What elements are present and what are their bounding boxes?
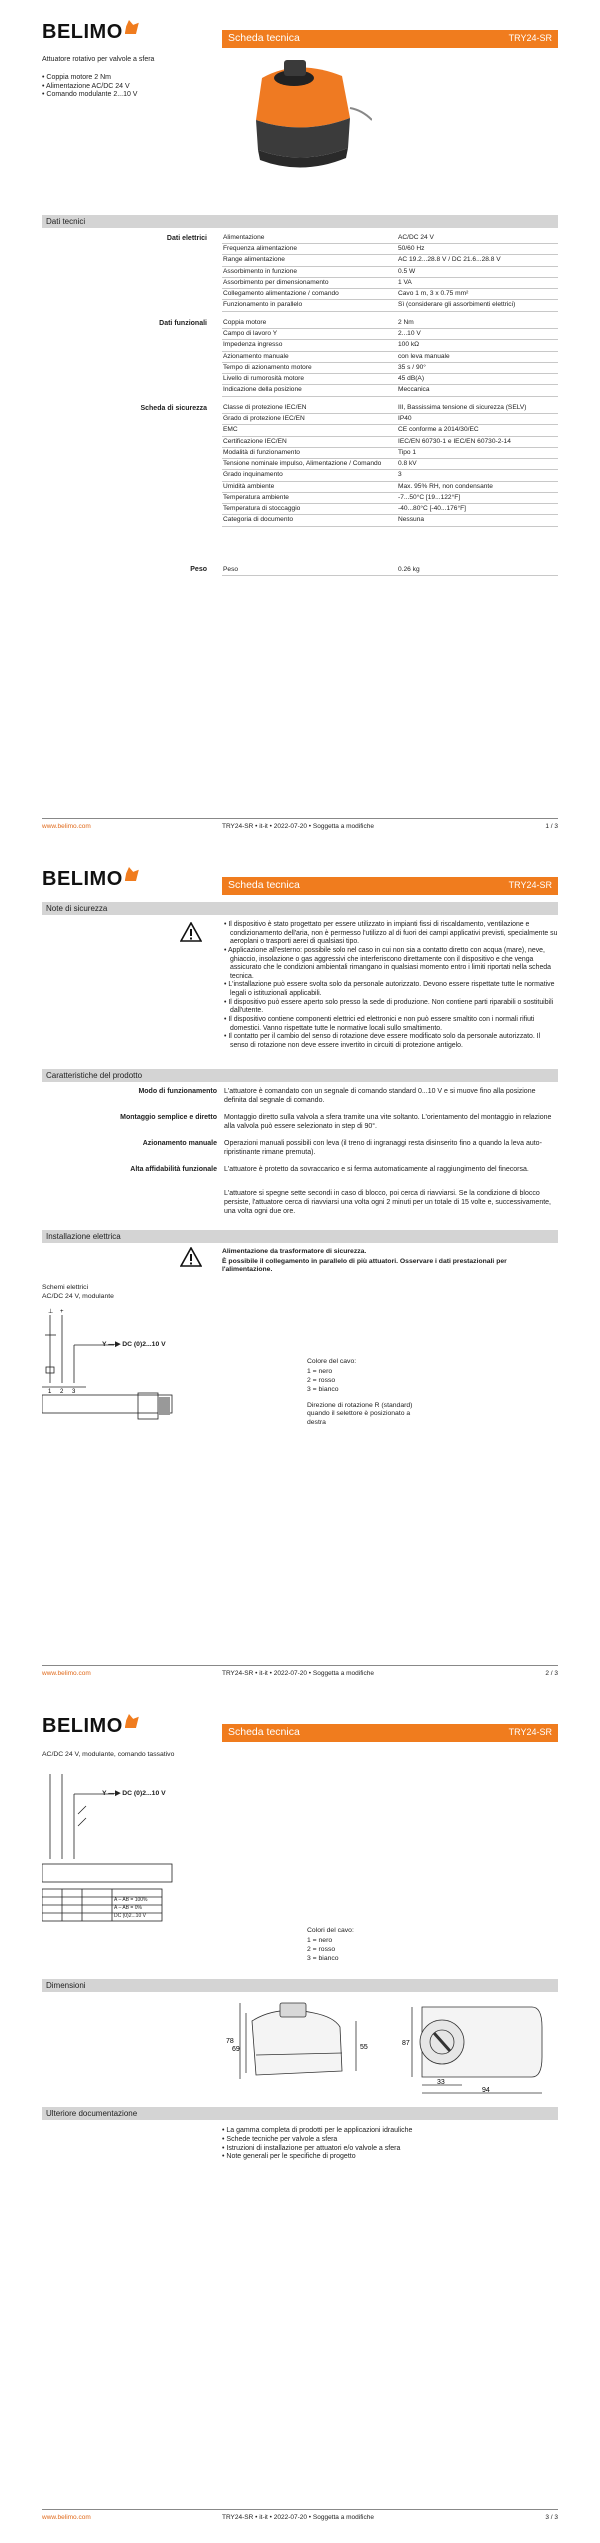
spec-value: Max. 95% RH, non condensante (396, 481, 558, 492)
section-safety-notes: Note di sicurezza (42, 902, 558, 915)
spec-value: 2 Nm (396, 318, 558, 329)
rotation-note: Direzione di rotazione R (standard) quando il selettore è posizionato a destra (307, 1402, 413, 1426)
spec-row (222, 351, 558, 362)
wire-color-title: Colori del cavo: (307, 1927, 354, 1934)
spec-key: Temperatura di stoccaggio (222, 504, 396, 515)
spec-value: Cavo 1 m, 3 x 0.75 mm² (396, 289, 558, 300)
spec-row (222, 374, 558, 385)
spec-key: Campo di lavoro Y (222, 329, 396, 340)
table-weight (222, 565, 558, 576)
spec-row (222, 318, 558, 329)
feature-item: • Comando modulante 2...10 V (42, 91, 212, 100)
spec-value: 3 (396, 470, 558, 481)
spec-key: Tempo di azionamento motore (222, 362, 396, 373)
spec-row (222, 425, 558, 436)
table-safety (222, 403, 558, 527)
dimension-drawing-front (222, 1997, 402, 2089)
wire-color-title: Colore del cavo: (307, 1358, 357, 1365)
spec-value: 1 VA (396, 277, 558, 288)
spec-key: Coppia motore (222, 318, 396, 329)
title-bar (222, 877, 558, 895)
page-footer (42, 818, 558, 831)
section-further-docs: Ulteriore documentazione (42, 2107, 558, 2120)
rotation-switch-icon (134, 1387, 174, 1423)
safety-note: • Applicazione all'esterno: possibile solo nel caso in cui non sia a contatto diretto con acqua (mare), neve, ghiaccio, insolazione o gas aggressivi che interferiscono direttamente con il dispositivo e che venga assicurato che le condizioni ambientali rimangano in qualsiasi momento entro i limiti riportati nella scheda tecnica. (222, 947, 558, 982)
spec-key: Indicazione della posizione (222, 385, 396, 396)
feature-item: • Coppia motore 2 Nm (42, 74, 212, 83)
spec-row (222, 385, 558, 396)
wire-color: 2 = rosso (307, 1946, 336, 1953)
document-type: Scheda tecnica (228, 32, 300, 45)
wire-color: 1 = nero (307, 1368, 333, 1375)
title-bar (222, 1724, 558, 1742)
safety-notes-list (222, 921, 558, 1050)
section-product-features: Caratteristiche del prodotto (42, 1069, 558, 1082)
spec-key: Assorbimento per dimensionamento (222, 277, 396, 288)
safety-note: • Il dispositivo è stato progettato per essere utilizzato in impianti fissi di riscaldamento, ventilazione e condizionamento dell'aria, non è permesso l'utilizzo al di fuori dei campi applicativi previsti, specialmente su aeroplani o trasporti aerei di qualsiasi tipo. (222, 921, 558, 947)
spec-value: Meccanica (396, 385, 558, 396)
spec-row (222, 447, 558, 458)
spec-row (222, 266, 558, 277)
spec-key: Azionamento manuale (222, 351, 396, 362)
belimo-logo: BELIMO (42, 1714, 139, 1739)
spec-value: 45 dB(A) (396, 374, 558, 385)
flame-icon (125, 20, 139, 34)
spec-row (222, 244, 558, 255)
spec-value: con leva manuale (396, 351, 558, 362)
spec-row (222, 436, 558, 447)
spec-value: 50/60 Hz (396, 244, 558, 255)
section-technical-data: Dati tecnici (42, 215, 558, 228)
footer-url[interactable]: www.belimo.com (42, 1670, 91, 1677)
spec-key: Tensione nominale impulso, Alimentazione / Comando (222, 459, 396, 470)
wire-color: 2 = rosso (307, 1377, 336, 1384)
wire-color: 3 = bianco (307, 1386, 339, 1393)
spec-row (222, 289, 558, 300)
spec-key: Modalità di funzionamento (222, 447, 396, 458)
dim-55: 55 (360, 2044, 368, 2051)
spec-key: Livello di rumorosità motore (222, 374, 396, 385)
spec-key: Grado di protezione IEC/EN (222, 414, 396, 425)
warning-icon (180, 922, 202, 942)
safety-note: • L'installazione può essere svolta solo da personale autorizzato. Devono essere rispettate tutte le normative legali o istituzionali applicabili. (222, 981, 558, 998)
warning-icon (180, 1247, 202, 1267)
flame-icon (125, 867, 139, 881)
terminal-1: 1 (48, 1389, 52, 1395)
override-row: DC (0)2...10 V (114, 1913, 146, 1919)
spec-key: Peso (222, 565, 396, 576)
page-number: 2 / 3 (545, 1670, 558, 1677)
docs-list (222, 2127, 558, 2162)
spec-row (222, 277, 558, 288)
belimo-logo: BELIMO (42, 20, 139, 45)
page-number: 3 / 3 (545, 2514, 558, 2521)
belimo-logo: BELIMO (42, 867, 139, 892)
dim-69: 69 (232, 2046, 240, 2053)
spec-key: Temperatura ambiente (222, 492, 396, 503)
spec-row (222, 504, 558, 515)
doc-item: • Istruzioni di installazione per attuatori e/o valvole a sfera (222, 2145, 558, 2154)
product-subtitle: Attuatore rotativo per valvole a sfera (42, 56, 155, 63)
safety-note: • Il contatto per il cambio del senso di rotazione deve essere modificato solo da personale autorizzato. Il senso di rotazione non deve essere invertito in circuiti di protezione antigelo. (222, 1033, 558, 1050)
spec-value: Nessuna (396, 515, 558, 526)
wire-color: 3 = bianco (307, 1955, 339, 1962)
footer-url[interactable]: www.belimo.com (42, 823, 91, 830)
spec-key: Assorbimento in funzione (222, 266, 396, 277)
spec-key: Frequenza alimentazione (222, 244, 396, 255)
actuator-photo (222, 48, 372, 178)
override-row: A – AB = 100% (114, 1897, 148, 1903)
spec-value: AC/DC 24 V (396, 233, 558, 244)
spec-value: 2...10 V (396, 329, 558, 340)
spec-row (222, 414, 558, 425)
spec-row (222, 255, 558, 266)
spec-key: Categoria di documento (222, 515, 396, 526)
spec-row (222, 565, 558, 576)
table-electrical (222, 233, 558, 312)
spec-row (222, 340, 558, 351)
dim-87: 87 (402, 2040, 410, 2047)
footer-doc: TRY24-SR • it-it • 2022-07-20 • Soggetta a modifiche (222, 2514, 374, 2521)
footer-doc: TRY24-SR • it-it • 2022-07-20 • Soggetta a modifiche (222, 823, 374, 830)
spec-row (222, 459, 558, 470)
spec-value: 0.8 kV (396, 459, 558, 470)
spec-value: 0.26 kg (396, 565, 558, 576)
diagram-signal: Y —▶ DC (0)2...10 V (102, 1790, 166, 1797)
spec-value: -40...80°C [-40...176°F] (396, 504, 558, 515)
terminal-plus: + (60, 1309, 64, 1315)
spec-value: 100 kΩ (396, 340, 558, 351)
wire-color: 1 = nero (307, 1937, 333, 1944)
spec-key: Alimentazione (222, 233, 396, 244)
spec-key: Collegamento alimentazione / comando (222, 289, 396, 300)
page-number: 1 / 3 (545, 823, 558, 830)
spec-value: III, Bassissima tensione di sicurezza (SELV) (396, 403, 558, 414)
page-footer (42, 2509, 558, 2522)
spec-value: 35 s / 90° (396, 362, 558, 373)
safety-note: • Il dispositivo contiene componenti elettrici ed elettronici e non può essere smaltito con i normali rifiuti domestici. Vanno rispettate tutte le normative locali sullo smaltimento. (222, 1016, 558, 1033)
spec-key: Impedenza ingresso (222, 340, 396, 351)
label-functional: Dati funzionali (159, 320, 207, 327)
diagram-subtitle: AC/DC 24 V, modulante (42, 1293, 114, 1300)
document-type: Scheda tecnica (228, 1726, 300, 1739)
page-2: BELIMO Scheda tecnica TRY24-SR Note di sicurezza • Il dispositivo è stato progettato per essere utilizzato in impianti fissi di riscaldamento, ventilazione e condizionamento dell'aria, non è permesso l'utilizzo al di fuori dei campi applicativi previsti, specialmente su aeroplani o trasporti aerei di qualsiasi tipo. • Applicazione all'esterno: possibile solo nel caso in cui non sia a contatto diretto con acqua (mare), neve, ghiaccio, insolazione o gas aggressivi che interferiscono direttamente con il dispositivo e che venga assicurato che le condizioni ambientali rimangano in qualsiasi momento entro i limiti riportati nella scheda tecnica. • L'installazione può essere svolta solo da personale autorizzato. Devono essere rispettate tutte le normative legali o istituzionali applicabili. • Il dispositivo può essere aperto solo presso la sede di produzione. Non contiene parti riparabili o sostituibili dall'utente. • Il dispositivo contiene componenti elettrici ed elettronici e non può essere smaltito con i normali rifiuti domestici. Vanno rispettate tutte le normative locali sullo smaltimento. • Il contatto per il cambio del senso di rotazione deve essere modificato solo da personale autorizzato. Il senso di rotazione non deve essere invertito in circuiti di protezione antigelo. Caratteristiche del prodotto Modo di funzionamento L'attuatore è comandato con un segnale di comando standard 0...10 V e si muove fino alla posizione definita dal segnale di comando. Montaggio semplice e diretto Montaggio diretto sulla valvola a sfera tramite una vite soltanto. L'orientamento del montaggio in relazione alla valvola può essere selezionato in step di 90°. Azionamento manuale Operazioni manuali possibili con leva (il treno di ingranaggi resta disinserito fino a quando la leva auto-ripristinante rimane premuta). Alta affidabilità funzionale L'attuatore è protetto da sovraccarico e si ferma automaticamente al raggiungimento del finecorsa. L'attuatore si spegne sette secondi in caso di blocco, poi cerca di riavviarsi. Se la condizione di blocco persiste, l'attuatore cerca di riavviarsi una volta ogni 2 minuti per un totale di 15 volte e, successivamente, una volta ogni due ore. Installazione elettrica Alimentazione da trasformatore di sicurezza. È possibile il collegamento in parallelo di più attuatori. Osservare i dati prestazionali per l'alimentazione. Schemi elettrici AC/DC 24 V, modulante ⊥ + 1 2 3 Y —▶ DC (0)2...10 V Colore del cavo: 1 = nero 2 = rosso 3 = bianco Direzione di rotazione R (standard) quando il selettore è posizionato a destra www.belimo.com TRY24-SR • it-it • 2022-07-20 • Soggetta a modifiche 2 / 3 (0, 847, 600, 1694)
terminal-2: 2 (60, 1389, 64, 1395)
spec-value: 0.5 W (396, 266, 558, 277)
spec-row (222, 362, 558, 373)
section-dimensions: Dimensioni (42, 1979, 558, 1992)
dim-94: 94 (482, 2087, 490, 2094)
doc-item: • Schede tecniche per valvole a sfera (222, 2136, 558, 2145)
dimension-drawing-top (402, 1997, 552, 2097)
page-footer (42, 1665, 558, 1678)
spec-value: CE conforme a 2014/30/EC (396, 425, 558, 436)
spec-key: EMC (222, 425, 396, 436)
diagram-subtitle: AC/DC 24 V, modulante, comando tassativo (42, 1751, 175, 1758)
spec-value: Tipo 1 (396, 447, 558, 458)
doc-item: • La gamma completa di prodotti per le applicazioni idrauliche (222, 2127, 558, 2136)
install-warning-body: È possibile il collegamento in parallelo di più attuatori. Osservare i dati prestazionali per l'alimentazione. (222, 1258, 507, 1274)
dim-33: 33 (437, 2079, 445, 2086)
spec-value: Sì (considerare gli assorbimenti elettrici) (396, 300, 558, 311)
spec-key: Funzionamento in parallelo (222, 300, 396, 311)
terminal-3: 3 (72, 1389, 76, 1395)
spec-row (222, 470, 558, 481)
footer-url[interactable]: www.belimo.com (42, 2514, 91, 2521)
diagram-signal: Y —▶ DC (0)2...10 V (102, 1341, 166, 1348)
label-weight: Peso (190, 566, 207, 573)
spec-row (222, 329, 558, 340)
safety-note: • Il dispositivo può essere aperto solo presso la sede di produzione. Non contiene parti riparabili o sostituibili dall'utente. (222, 999, 558, 1016)
footer-doc: TRY24-SR • it-it • 2022-07-20 • Soggetta a modifiche (222, 1670, 374, 1677)
section-electrical-install: Installazione elettrica (42, 1230, 558, 1243)
feature-item: • Alimentazione AC/DC 24 V (42, 83, 212, 92)
spec-row (222, 481, 558, 492)
product-intro (42, 56, 212, 100)
spec-key: Umidità ambiente (222, 481, 396, 492)
label-safety: Scheda di sicurezza (140, 405, 207, 412)
spec-value: IEC/EN 60730-1 e IEC/EN 60730-2-14 (396, 436, 558, 447)
override-row: A – AB = 0% (114, 1905, 142, 1911)
flame-icon (125, 1714, 139, 1728)
model-code: TRY24-SR (508, 33, 552, 44)
dim-78: 78 (226, 2038, 234, 2045)
page-1 (0, 0, 600, 847)
spec-row (222, 492, 558, 503)
model-code: TRY24-SR (508, 1727, 552, 1738)
doc-item: • Note generali per le specifiche di progetto (222, 2153, 558, 2162)
spec-row (222, 300, 558, 311)
install-warning-title: Alimentazione da trasformatore di sicurezza. (222, 1248, 367, 1255)
model-code: TRY24-SR (508, 880, 552, 891)
feature-list (42, 74, 212, 100)
title-bar (222, 30, 558, 48)
spec-key: Grado inquinamento (222, 470, 396, 481)
spec-row (222, 233, 558, 244)
table-functional (222, 318, 558, 397)
terminal-minus: ⊥ (48, 1309, 54, 1315)
spec-key: Certificazione IEC/EN (222, 436, 396, 447)
spec-row (222, 515, 558, 526)
spec-value: IP40 (396, 414, 558, 425)
diagram-title: Schemi elettrici (42, 1284, 89, 1291)
spec-key: Range alimentazione (222, 255, 396, 266)
spec-row (222, 403, 558, 414)
spec-key: Classe di protezione IEC/EN (222, 403, 396, 414)
spec-value: AC 19.2...28.8 V / DC 21.6...28.8 V (396, 255, 558, 266)
label-electrical: Dati elettrici (166, 235, 207, 242)
page-3 (0, 1694, 600, 2541)
document-type: Scheda tecnica (228, 879, 300, 892)
spec-value: -7...50°C [19...122°F] (396, 492, 558, 503)
